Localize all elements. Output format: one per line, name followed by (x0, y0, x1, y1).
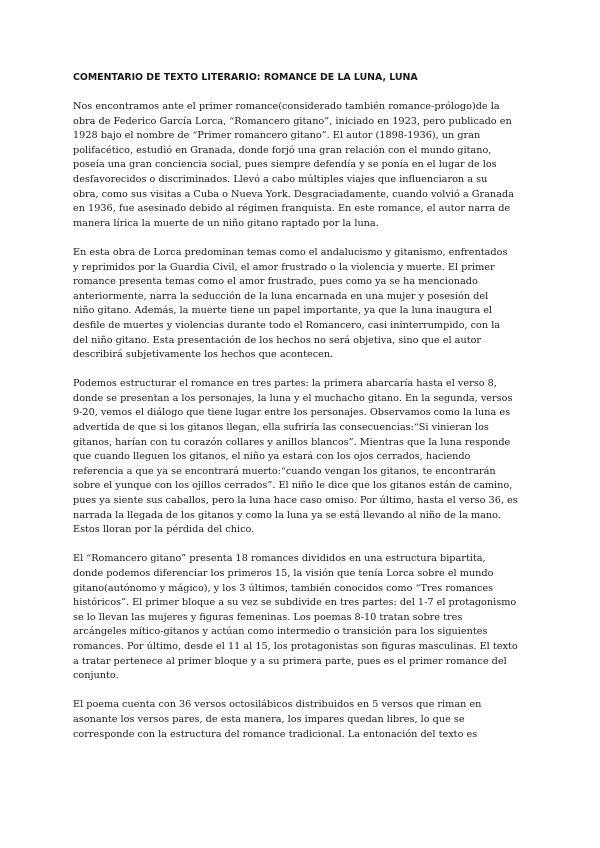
text-line: históricos”. El primer bloque a su vez se subdivide en tres partes: del 1-7 el protagonismo (73, 597, 517, 609)
text-line: desfavorecidos o discriminados. Llevó a cabo múltiples viajes que influenciaron a su (73, 173, 488, 185)
text-line: anteriormente, narra la seducción de la luna encarnada en una mujer y posesión del (73, 290, 489, 302)
text-line: romance presenta temas como el amor frustrado, pues como ya se ha mencionado (73, 276, 478, 288)
text-line: El poema cuenta con 36 versos octosilábicos distribuidos en 5 versos que riman en (73, 699, 482, 711)
text-line: sobre el yunque con los ojillos cerrados”. El niño le dice que los gitanos están de camino, (73, 480, 513, 492)
text-line: gitanos, harían con tu corazón collares y anillos blancos”. Mientras que la luna responde (73, 436, 511, 448)
text-line: donde se presentan a los personajes, la luna y el muchacho gitano. En la segunda, versos (73, 392, 513, 404)
text-line: que cuando lleguen los gitanos, el niño ya estará con los ojos cerrados, haciendo (73, 451, 471, 463)
text-line: En esta obra de Lorca predominan temas como el andalucismo y gitanismo, enfrentados (73, 246, 508, 258)
text-line: describirá subjetivamente los hechos que acontecen. (73, 349, 334, 361)
text-line: El “Romancero gitano” presenta 18 romances divididos en una estructura bipartita, (73, 553, 486, 565)
document-title: COMENTARIO DE TEXTO LITERARIO: ROMANCE DE LA LUNA, LUNA (73, 72, 418, 83)
text-line: obra de Federico García Lorca, “Romancero gitano”, iniciado en 1923, pero publicado en (73, 115, 512, 127)
document-body (73, 71, 528, 757)
text-line: desfile de muertes y violencias durante todo el Romancero, casi ininterrumpido, con la (73, 319, 501, 331)
text-line: narrada la llegada de los gitanos y como la luna ya se está llevando al niño de la mano. (73, 509, 501, 521)
text-line: del niño gitano. Esta presentación de los hechos no será objetiva, sino que el autor (73, 334, 482, 346)
paragraph-2 (73, 246, 528, 363)
text-line: corresponde con la estructura del romance tradicional. La entonación del texto es (73, 728, 478, 740)
paragraph-5 (73, 698, 528, 742)
text-line: arcángeles mítico-gitanos y actúan como intermedio o transición para los siguientes (73, 626, 488, 638)
text-line: obra, como sus visitas a Cuba o Nueva York. Desgraciadamente, cuando volvió a Granada (73, 188, 514, 200)
text-line: a tratar pertenece al primer bloque y a su primera parte, pues es el primer romance del (73, 655, 507, 667)
paragraph-3 (73, 377, 528, 538)
text-line: y reprimidos por la Guardia Civil, el amor frustrado o la violencia y muerte. El primer (73, 261, 495, 273)
text-line: en 1936, fue asesinado debido al régimen franquista. En este romance, el autor narra de (73, 203, 511, 215)
text-line: conjunto. (73, 670, 119, 682)
paragraphs-container (73, 100, 528, 742)
text-line: 1928 bajo el nombre de “Primer romancero gitano”. El autor (1898-1936), un gran (73, 130, 481, 142)
text-line: Podemos estructurar el romance en tres partes: la primera abarcaría hasta el verso 8, (73, 378, 497, 390)
text-line: advertida de que si los gitanos llegan, ella sufriría las consecuencias:“Si vinieran los (73, 422, 489, 434)
text-line: Nos encontramos ante el primer romance(considerado también romance-prólogo)de la (73, 101, 500, 112)
text-line: romances. Por último, desde el 11 al 15, los protagonistas son figuras masculinas. El texto (73, 640, 518, 652)
text-line: niño gitano. Además, la muerte tiene un papel importante, ya que la luna inaugura el (73, 305, 493, 317)
text-line: Estos lloran por la pérdida del chico. (73, 524, 255, 536)
text-line: referencia a que ya se encontrará muerto:“cuando vengan los gitanos, te encontrarán (73, 465, 496, 477)
text-line: manera lírica la muerte de un niño gitano raptado por la luna. (73, 217, 379, 229)
paragraph-4 (73, 552, 528, 683)
paragraph-1 (73, 100, 528, 231)
text-line: gitano(autónomo y mágico), y los 3 últimos, también conocidos como “Tres romances (73, 582, 494, 594)
text-line: pues ya siente sus caballos, pero la luna hace caso omiso. Por último, hasta el verso 36, es (73, 495, 518, 507)
text-line: polifacético, estudió en Granada, donde forjó una gran relación con el mundo gitano, (73, 144, 492, 156)
text-line: poseía una gran conciencia social, pues siempre defendía y se ponía en el lugar de los (73, 159, 497, 171)
text-line: asonante los versos pares, de esta manera, los impares quedan libres, lo que se (73, 713, 465, 725)
text-line: 9-20, vemos el diálogo que tiene lugar entre los personajes. Observamos como la luna es (73, 407, 511, 419)
text-line: se lo llevan las mujeres y figuras femeninas. Los poemas 8-10 tratan sobre tres (73, 611, 463, 623)
text-line: donde podemos diferenciar los primeros 15, la visión que tenía Lorca sobre el mundo (73, 568, 494, 579)
